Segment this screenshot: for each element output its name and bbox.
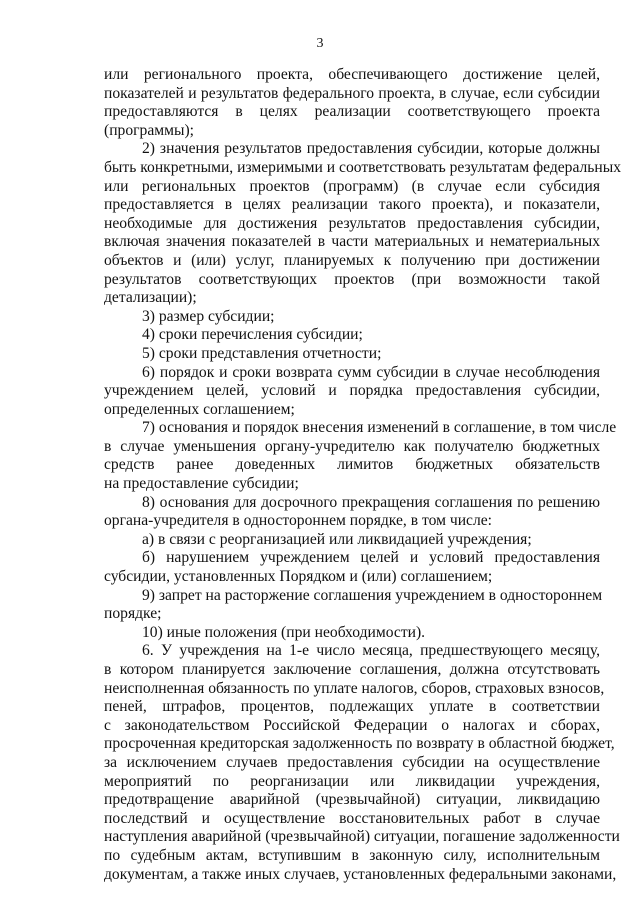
- paragraph: [104, 586, 603, 624]
- text-line: (программы);: [104, 121, 194, 139]
- paragraph: [104, 364, 600, 420]
- text-line: а) в связи с реорганизацией или ликвидацией учреждения;: [142, 530, 532, 548]
- paragraph: [104, 345, 600, 364]
- text-line: 6) порядок и сроки возврата сумм субсидии в случае несоблюдения: [142, 363, 600, 381]
- text-line: результатов соответствующих проектов (при возможности такой: [104, 270, 600, 288]
- text-line: предоставляется в целях реализации такого проекта), и показатели,: [104, 196, 600, 214]
- text-line: определенных соглашением;: [104, 400, 295, 418]
- text-line: просроченная кредиторская задолженность по возврату в областной бюджет,: [104, 735, 615, 753]
- text-line: учреждением целей, условий и порядка предоставления субсидии,: [104, 382, 600, 400]
- paragraph: [104, 624, 600, 643]
- text-line: 10) иные положения (при необходимости).: [142, 623, 426, 641]
- text-line: предоставляются в целях реализации соответствующего проекта: [104, 103, 600, 121]
- paragraph: [104, 308, 600, 327]
- text-line: детализации);: [104, 289, 197, 307]
- text-line: 7) основания и порядок внесения изменений в соглашение, в том числе: [142, 419, 617, 437]
- paragraph: [104, 549, 600, 586]
- text-line: неисполненная обязанность по уплате налогов, сборов, страховых взносов,: [104, 679, 605, 697]
- text-line: с законодательством Российской Федерации о налогах и сборах,: [104, 716, 600, 734]
- text-line: органа-учредителя в одностороннем порядке, в том числе:: [104, 512, 492, 530]
- text-line: 4) сроки перечисления субсидии;: [142, 326, 363, 344]
- text-line: пеней, штрафов, процентов, подлежащих уплате в соответствии: [104, 698, 600, 716]
- text-line: быть конкретными, измеримыми и соответствовать результатам федеральных: [104, 158, 622, 176]
- document-body: [104, 66, 622, 884]
- paragraph: [104, 66, 600, 140]
- text-line: объектов и (или) услуг, планируемых к получению при достижении: [104, 251, 600, 269]
- text-line: предотвращение аварийной (чрезвычайной) ситуации, ликвидацию: [104, 791, 600, 809]
- text-line: 6. У учреждения на 1-е число месяца, предшествующего месяцу,: [142, 642, 600, 660]
- page-number: 3: [316, 36, 324, 51]
- text-line: последствий и осуществление восстановительных работ в случае: [104, 809, 600, 827]
- text-line: 3) размер субсидии;: [142, 307, 275, 325]
- paragraph: [104, 419, 617, 493]
- paragraph: [104, 326, 600, 345]
- text-line: в котором планируется заключение соглашения, должна отсутствовать: [104, 661, 600, 678]
- text-line: мероприятий по реорганизации или ликвидации учреждения,: [104, 772, 600, 790]
- text-line: 5) сроки представления отчетности;: [142, 344, 382, 362]
- text-line: за исключением случаев предоставления субсидии на осуществление: [104, 753, 600, 771]
- text-line: показателей и результатов федерального проекта, в случае, если субсидии: [104, 84, 600, 102]
- text-line: документам, а также иных случаев, установленных федеральными законами,: [104, 865, 617, 883]
- text-line: 8) основания для досрочного прекращения соглашения по решению: [142, 493, 600, 511]
- paragraph: [104, 140, 622, 307]
- text-line: б) нарушением учреждением целей и условий предоставления: [142, 549, 600, 567]
- text-line: включая значения показателей в части материальных и нематериальных: [104, 233, 600, 251]
- text-line: 2) значения результатов предоставления субсидии, которые должны: [142, 140, 600, 158]
- text-line: или регионального проекта, обеспечивающего достижение целей,: [104, 66, 600, 83]
- text-line: необходимые для достижения результатов предоставления субсидии,: [104, 214, 600, 232]
- text-line: наступления аварийной (чрезвычайной) ситуации, погашение задолженности: [104, 828, 620, 846]
- text-line: порядке;: [104, 605, 162, 623]
- text-line: или региональных проектов (программ) (в случае если субсидия: [104, 177, 600, 195]
- text-line: по судебным актам, вступившим в законную силу, исполнительным: [104, 846, 600, 864]
- text-line: субсидии, установленных Порядком и (или) соглашением;: [104, 568, 493, 586]
- paragraph: [104, 642, 620, 884]
- paragraph: [104, 531, 600, 550]
- paragraph: [104, 494, 600, 531]
- text-line: средств ранее доведенных лимитов бюджетных обязательств: [104, 456, 600, 474]
- text-line: на предоставление субсидии;: [104, 475, 299, 493]
- text-line: в случае уменьшения органу-учредителю как получателю бюджетных: [104, 437, 600, 455]
- text-line: 9) запрет на расторжение соглашения учреждением в одностороннем: [142, 586, 603, 604]
